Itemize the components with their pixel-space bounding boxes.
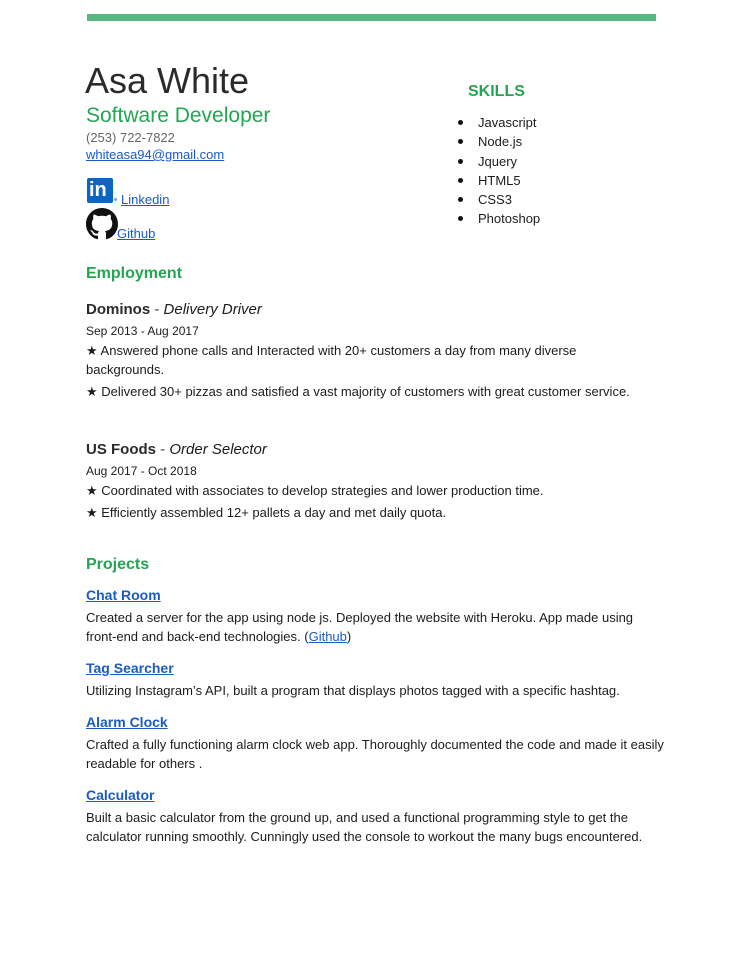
job-entry-usfoods <box>86 441 686 522</box>
skill-item: Jquery <box>456 152 540 171</box>
email-link[interactable]: whiteasa94@gmail.com <box>86 147 225 162</box>
job-dates: Sep 2013 - Aug 2017 <box>86 324 199 338</box>
skill-item: Photoshop <box>456 209 540 228</box>
project-description: Utilizing Instagram’s API, built a program that displays photos tagged with a specific hashtag. <box>86 683 620 698</box>
job-dates: Aug 2017 - Oct 2018 <box>86 464 197 478</box>
job-separator: - <box>150 301 164 318</box>
project-description-close: ) <box>346 629 352 644</box>
job-bullet: ★ Efficiently assembled 12+ pallets a day and met daily quota. <box>86 505 447 520</box>
job-company: Dominos <box>86 301 151 318</box>
project-description: Built a basic calculator from the ground up, and used a functional programming style to get the calculator running smoothly. Cunningly used the console to workout the many bugs encountered. <box>86 810 643 844</box>
candidate-title: Software Developer <box>86 104 271 127</box>
github-link[interactable]: Github <box>117 226 156 241</box>
job-role: Order Selector <box>169 441 267 458</box>
job-title <box>86 301 686 319</box>
linkedin-dot-decoration <box>114 198 117 201</box>
job-title <box>86 441 686 459</box>
project-title-link[interactable]: Chat Room <box>86 587 161 603</box>
candidate-name: Asa White <box>85 60 250 101</box>
linkedin-icon[interactable] <box>87 178 113 203</box>
project-title-link[interactable]: Calculator <box>86 787 155 803</box>
skill-item: Node.js <box>456 132 540 151</box>
skill-item: HTML5 <box>456 171 540 190</box>
job-bullet: ★ Coordinated with associates to develop strategies and lower production time. <box>86 483 544 498</box>
job-role: Delivery Driver <box>163 301 262 318</box>
job-separator: - <box>156 441 170 458</box>
github-icon[interactable] <box>86 208 118 240</box>
project-alarm-clock <box>86 714 666 773</box>
project-description: Crafted a fully functioning alarm clock web app. Thoroughly documented the code and made it easily readable for others . <box>86 737 664 771</box>
linkedin-link[interactable]: Linkedin <box>121 192 170 207</box>
project-description <box>86 608 666 646</box>
job-company: US Foods <box>86 441 156 458</box>
job-entry-dominos <box>86 301 686 401</box>
project-title-link[interactable]: Alarm Clock <box>86 714 168 730</box>
job-bullet: ★ Answered phone calls and Interacted with 20+ customers a day from many diverse backgrounds. <box>86 343 577 377</box>
linkedin-icon-glyph: in <box>89 179 107 201</box>
project-title-link[interactable]: Tag Searcher <box>86 660 174 676</box>
phone-number: (253) 722-7822 <box>86 130 175 145</box>
job-bullet: ★ Delivered 30+ pizzas and satisfied a vast majority of customers with great customer service. <box>86 384 630 399</box>
skills-list <box>456 113 540 229</box>
projects-heading: Projects <box>86 556 150 573</box>
top-accent-bar <box>87 14 656 21</box>
skill-item: CSS3 <box>456 190 540 209</box>
project-calculator <box>86 787 666 846</box>
project-tag-searcher <box>86 660 666 700</box>
project-github-link[interactable]: Github <box>308 629 347 644</box>
skill-item: Javascript <box>456 113 540 132</box>
project-chat-room <box>86 587 666 646</box>
project-description-text: Created a server for the app using node js. Deployed the website with Heroku. App made using front-end and back-end technologies. ( <box>86 610 634 644</box>
employment-heading: Employment <box>86 265 183 282</box>
skills-heading: SKILLS <box>468 83 525 100</box>
